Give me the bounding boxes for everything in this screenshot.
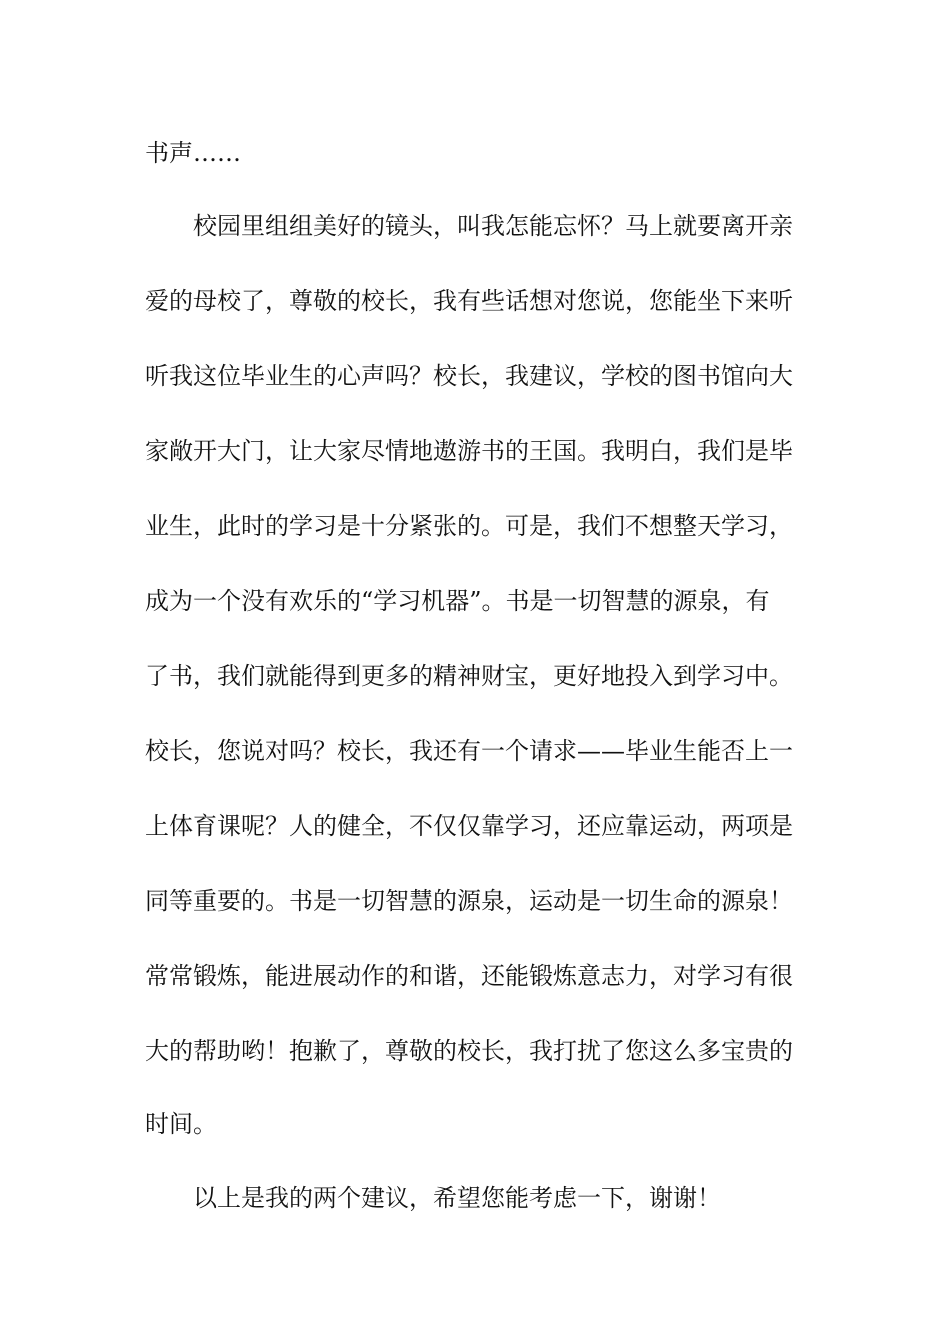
paragraph-start-line: 以上是我的两个建议，希望您能考虑一下，谢谢！ bbox=[193, 1184, 721, 1212]
text-line: 同等重要的。书是一切智慧的源泉，运动是一切生命的源泉！ bbox=[145, 887, 793, 915]
paragraph-start-line: 校园里组组美好的镜头，叫我怎能忘怀？马上就要离开亲 bbox=[193, 212, 793, 240]
text-line: 校长，您说对吗？校长，我还有一个请求——毕业生能否上一 bbox=[145, 737, 793, 765]
text-line: 了书，我们就能得到更多的精神财宝，更好地投入到学习中。 bbox=[145, 662, 793, 690]
text-line: 上体育课呢？人的健全，不仅仅靠学习，还应靠运动，两项是 bbox=[145, 812, 793, 840]
text-line: 家敞开大门，让大家尽情地遨游书的王国。我明白，我们是毕 bbox=[145, 437, 793, 465]
text-line: 时间。 bbox=[145, 1110, 217, 1138]
text-line: 书声…… bbox=[145, 139, 241, 167]
text-line: 大的帮助哟！抱歉了，尊敬的校长，我打扰了您这么多宝贵的 bbox=[145, 1037, 793, 1065]
text-line: 业生，此时的学习是十分紧张的。可是，我们不想整天学习， bbox=[145, 512, 793, 540]
text-line: 成为一个没有欢乐的“学习机器”。书是一切智慧的源泉，有 bbox=[145, 587, 770, 615]
text-line: 常常锻炼，能进展动作的和谐，还能锻炼意志力，对学习有很 bbox=[145, 962, 793, 990]
text-line: 听我这位毕业生的心声吗？校长，我建议，学校的图书馆向大 bbox=[145, 362, 793, 390]
text-line: 爱的母校了，尊敬的校长，我有些话想对您说，您能坐下来听 bbox=[145, 287, 793, 315]
